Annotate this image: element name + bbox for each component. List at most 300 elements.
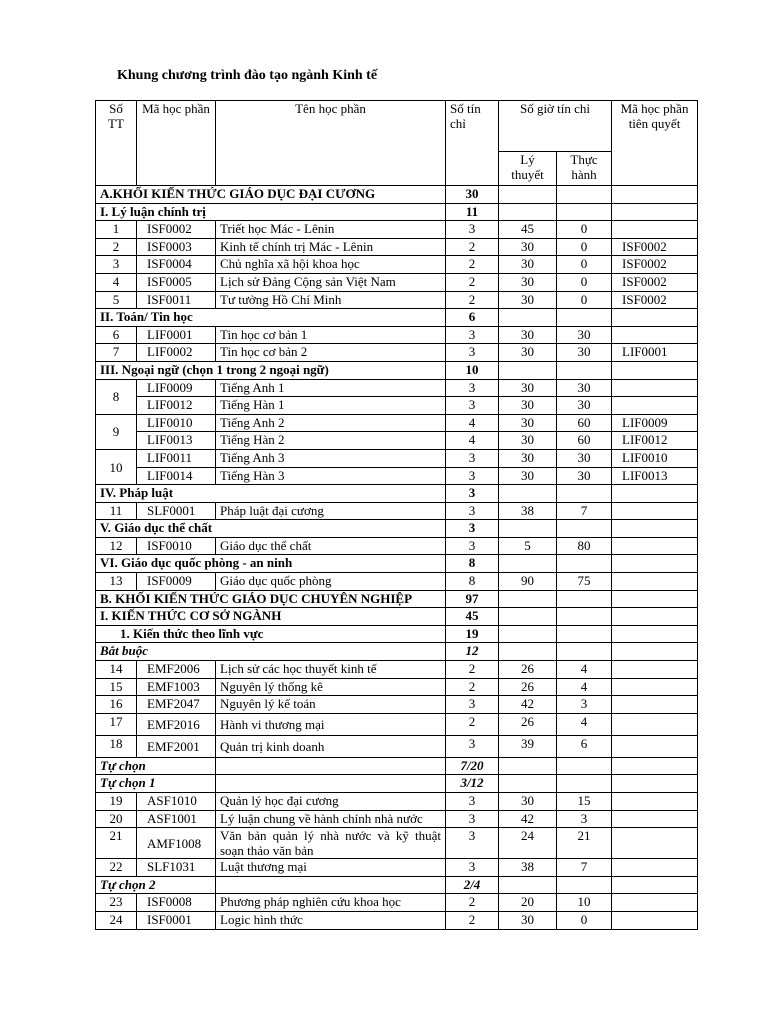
- course-name: Logic hình thức: [216, 911, 446, 929]
- course-stt: 10: [96, 449, 137, 484]
- table-row: [96, 537, 698, 555]
- course-theory: 30: [499, 911, 557, 929]
- course-prereq: [612, 810, 698, 828]
- course-theory: 30: [499, 344, 557, 362]
- course-stt: 13: [96, 573, 137, 591]
- section-credits: 3: [446, 520, 499, 538]
- section-label: I. Lý luận chính trị: [96, 203, 446, 221]
- course-code: EMF2006: [137, 661, 216, 679]
- course-stt: 17: [96, 713, 137, 735]
- course-credits: 3: [446, 810, 499, 828]
- course-name: Nguyên lý kế toán: [216, 696, 446, 714]
- course-name: Hành vi thương mại: [216, 713, 446, 735]
- course-code: LIF0011: [137, 449, 216, 467]
- empty-cell: [499, 643, 557, 661]
- section-credits: 8: [446, 555, 499, 573]
- course-practice: 30: [557, 379, 612, 397]
- section-credits: 11: [446, 203, 499, 221]
- course-credits: 2: [446, 661, 499, 679]
- course-practice: 4: [557, 713, 612, 735]
- group-row: [96, 643, 698, 661]
- section-label: A.KHỐI KIẾN THỨC GIÁO DỤC ĐẠI CƯƠNG: [96, 186, 446, 204]
- course-practice: 0: [557, 911, 612, 929]
- empty-cell: [557, 775, 612, 793]
- course-credits: 3: [446, 696, 499, 714]
- course-theory: 45: [499, 221, 557, 239]
- course-credits: 2: [446, 713, 499, 735]
- table-row: [96, 793, 698, 811]
- empty-cell: [612, 775, 698, 793]
- course-practice: 30: [557, 467, 612, 485]
- table-row: [96, 238, 698, 256]
- course-credits: 3: [446, 859, 499, 877]
- section-label: I. KIẾN THỨC CƠ SỞ NGÀNH: [96, 608, 446, 626]
- empty-cell: [612, 186, 698, 204]
- course-code: SLF1031: [137, 859, 216, 877]
- course-code: ISF0002: [137, 221, 216, 239]
- course-name: Nguyên lý thống kê: [216, 678, 446, 696]
- empty-cell: [557, 520, 612, 538]
- course-theory: 30: [499, 432, 557, 450]
- course-prereq: [612, 326, 698, 344]
- section-credits: 97: [446, 590, 499, 608]
- course-theory: 30: [499, 256, 557, 274]
- empty-cell: [612, 555, 698, 573]
- group-credits: 12: [446, 643, 499, 661]
- course-theory: 20: [499, 894, 557, 912]
- course-theory: 30: [499, 379, 557, 397]
- header-credits: Số tín chỉ: [446, 101, 499, 186]
- course-theory: 5: [499, 537, 557, 555]
- header-hours: Số giờ tín chỉ: [499, 101, 612, 152]
- course-credits: 2: [446, 678, 499, 696]
- group-label: Tự chọn 1: [96, 775, 216, 793]
- course-credits: 3: [446, 326, 499, 344]
- course-code: LIF0002: [137, 344, 216, 362]
- course-practice: 6: [557, 735, 612, 757]
- empty-cell: [216, 876, 446, 894]
- section-row: [96, 186, 698, 204]
- section-credits: 30: [446, 186, 499, 204]
- empty-cell: [557, 643, 612, 661]
- course-name: Tiếng Anh 2: [216, 414, 446, 432]
- section-row: [96, 590, 698, 608]
- course-credits: 3: [446, 537, 499, 555]
- course-theory: 30: [499, 449, 557, 467]
- course-theory: 42: [499, 696, 557, 714]
- group-row: [96, 757, 698, 775]
- course-stt: 1: [96, 221, 137, 239]
- group-label: Tự chọn: [96, 757, 216, 775]
- empty-cell: [557, 186, 612, 204]
- header-practice: Thực hành: [557, 152, 612, 186]
- course-credits: 3: [446, 467, 499, 485]
- course-name: Giáo dục thể chất: [216, 537, 446, 555]
- table-row: [96, 326, 698, 344]
- table-row: [96, 713, 698, 735]
- course-code: EMF2047: [137, 696, 216, 714]
- course-stt: 4: [96, 273, 137, 291]
- course-stt: 20: [96, 810, 137, 828]
- course-prereq: ISF0002: [612, 291, 698, 309]
- course-code: EMF1003: [137, 678, 216, 696]
- table-row: [96, 828, 698, 859]
- course-name: Kinh tế chính trị Mác - Lênin: [216, 238, 446, 256]
- group-label: Bắt buộc: [96, 643, 446, 661]
- course-practice: 60: [557, 414, 612, 432]
- course-theory: 90: [499, 573, 557, 591]
- course-credits: 3: [446, 344, 499, 362]
- course-name: Pháp luật đại cương: [216, 502, 446, 520]
- section-label: B. KHỐI KIẾN THỨC GIÁO DỤC CHUYÊN NGHIỆP: [96, 590, 446, 608]
- course-practice: 75: [557, 573, 612, 591]
- empty-cell: [557, 555, 612, 573]
- empty-cell: [612, 361, 698, 379]
- course-prereq: [612, 661, 698, 679]
- course-name: Tiếng Anh 3: [216, 449, 446, 467]
- empty-cell: [557, 309, 612, 327]
- document-title: Khung chương trình đào tạo ngành Kinh tế: [117, 68, 378, 83]
- course-code: ISF0003: [137, 238, 216, 256]
- section-label: II. Toán/ Tin học: [96, 309, 446, 327]
- table-row: [96, 291, 698, 309]
- course-prereq: ISF0002: [612, 273, 698, 291]
- course-name: Tiếng Hàn 2: [216, 432, 446, 450]
- course-stt: 21: [96, 828, 137, 859]
- course-practice: 0: [557, 291, 612, 309]
- course-theory: 30: [499, 273, 557, 291]
- course-theory: 38: [499, 502, 557, 520]
- course-prereq: [612, 713, 698, 735]
- header-prereq: Mã học phần tiên quyết: [612, 101, 698, 186]
- course-theory: 30: [499, 291, 557, 309]
- course-practice: 30: [557, 449, 612, 467]
- course-practice: 60: [557, 432, 612, 450]
- course-practice: 0: [557, 256, 612, 274]
- course-name: Tiếng Anh 1: [216, 379, 446, 397]
- section-credits: 3: [446, 485, 499, 503]
- course-prereq: [612, 911, 698, 929]
- course-prereq: [612, 379, 698, 397]
- empty-cell: [612, 757, 698, 775]
- empty-cell: [499, 590, 557, 608]
- course-code: ISF0009: [137, 573, 216, 591]
- empty-cell: [499, 775, 557, 793]
- course-prereq: LIF0010: [612, 449, 698, 467]
- course-stt: 23: [96, 894, 137, 912]
- course-name: Lịch sử Đảng Cộng sản Việt Nam: [216, 273, 446, 291]
- section-credits: 6: [446, 309, 499, 327]
- course-credits: 3: [446, 502, 499, 520]
- course-prereq: [612, 502, 698, 520]
- table-row: [96, 911, 698, 929]
- course-practice: 4: [557, 678, 612, 696]
- course-code: ISF0004: [137, 256, 216, 274]
- course-theory: 30: [499, 238, 557, 256]
- course-credits: 3: [446, 221, 499, 239]
- course-prereq: ISF0002: [612, 256, 698, 274]
- course-credits: 3: [446, 449, 499, 467]
- course-code: ISF0005: [137, 273, 216, 291]
- course-theory: 30: [499, 467, 557, 485]
- course-credits: 2: [446, 256, 499, 274]
- section-row: [96, 625, 698, 643]
- course-name: Chủ nghĩa xã hội khoa học: [216, 256, 446, 274]
- section-credits: 45: [446, 608, 499, 626]
- empty-cell: [557, 608, 612, 626]
- course-stt: 15: [96, 678, 137, 696]
- course-code: LIF0010: [137, 414, 216, 432]
- empty-cell: [612, 309, 698, 327]
- course-stt: 11: [96, 502, 137, 520]
- course-stt: 8: [96, 379, 137, 414]
- course-code: ASF1010: [137, 793, 216, 811]
- table-row: [96, 894, 698, 912]
- empty-cell: [557, 876, 612, 894]
- course-stt: 18: [96, 735, 137, 757]
- course-credits: 8: [446, 573, 499, 591]
- course-practice: 0: [557, 221, 612, 239]
- course-credits: 2: [446, 273, 499, 291]
- empty-cell: [612, 590, 698, 608]
- course-theory: 26: [499, 678, 557, 696]
- course-name: Lý luận chung về hành chính nhà nước: [216, 810, 446, 828]
- course-name: Giáo dục quốc phòng: [216, 573, 446, 591]
- empty-cell: [557, 757, 612, 775]
- table-row: [96, 379, 698, 397]
- table-row: [96, 432, 698, 450]
- course-practice: 30: [557, 397, 612, 415]
- section-row: [96, 309, 698, 327]
- empty-cell: [499, 625, 557, 643]
- course-theory: 39: [499, 735, 557, 757]
- empty-cell: [612, 520, 698, 538]
- section-label: III. Ngoại ngữ (chọn 1 trong 2 ngoại ngữ): [96, 361, 446, 379]
- group-credits: 3/12: [446, 775, 499, 793]
- course-name: Tiếng Hàn 1: [216, 397, 446, 415]
- empty-cell: [499, 361, 557, 379]
- empty-cell: [499, 186, 557, 204]
- course-code: LIF0001: [137, 326, 216, 344]
- table-header-row: [96, 101, 698, 152]
- course-name: Quản trị kinh doanh: [216, 735, 446, 757]
- course-stt: 19: [96, 793, 137, 811]
- course-credits: 3: [446, 379, 499, 397]
- course-code: LIF0013: [137, 432, 216, 450]
- empty-cell: [216, 775, 446, 793]
- course-theory: 30: [499, 793, 557, 811]
- empty-cell: [499, 757, 557, 775]
- header-name: Tên học phần: [216, 101, 446, 186]
- course-prereq: LIF0012: [612, 432, 698, 450]
- course-prereq: [612, 221, 698, 239]
- course-prereq: [612, 397, 698, 415]
- course-name: Quản lý học đại cương: [216, 793, 446, 811]
- course-prereq: LIF0009: [612, 414, 698, 432]
- curriculum-table: [95, 100, 698, 930]
- course-prereq: ISF0002: [612, 238, 698, 256]
- table-row: [96, 573, 698, 591]
- course-practice: 30: [557, 344, 612, 362]
- course-stt: 16: [96, 696, 137, 714]
- empty-cell: [499, 608, 557, 626]
- course-code: ISF0010: [137, 537, 216, 555]
- empty-cell: [612, 643, 698, 661]
- course-name: Triết học Mác - Lênin: [216, 221, 446, 239]
- empty-cell: [612, 485, 698, 503]
- course-credits: 3: [446, 828, 499, 859]
- empty-cell: [557, 203, 612, 221]
- empty-cell: [499, 555, 557, 573]
- course-practice: 3: [557, 696, 612, 714]
- course-theory: 42: [499, 810, 557, 828]
- course-stt: 22: [96, 859, 137, 877]
- section-label: IV. Pháp luật: [96, 485, 446, 503]
- course-stt: 14: [96, 661, 137, 679]
- course-credits: 4: [446, 414, 499, 432]
- section-row: [96, 203, 698, 221]
- course-code: SLF0001: [137, 502, 216, 520]
- group-row: [96, 876, 698, 894]
- course-theory: 26: [499, 713, 557, 735]
- empty-cell: [499, 520, 557, 538]
- course-code: EMF2016: [137, 713, 216, 735]
- course-credits: 2: [446, 911, 499, 929]
- empty-cell: [612, 876, 698, 894]
- course-stt: 5: [96, 291, 137, 309]
- empty-cell: [612, 203, 698, 221]
- subsection-credits: 19: [446, 625, 499, 643]
- course-stt: 7: [96, 344, 137, 362]
- course-prereq: [612, 828, 698, 859]
- table-row: [96, 735, 698, 757]
- course-name: Tư tưởng Hồ Chí Minh: [216, 291, 446, 309]
- table-row: [96, 810, 698, 828]
- course-practice: 0: [557, 238, 612, 256]
- course-prereq: [612, 537, 698, 555]
- course-code: EMF2001: [137, 735, 216, 757]
- course-stt: 9: [96, 414, 137, 449]
- course-practice: 7: [557, 859, 612, 877]
- section-row: [96, 485, 698, 503]
- course-theory: 26: [499, 661, 557, 679]
- course-prereq: [612, 859, 698, 877]
- empty-cell: [499, 203, 557, 221]
- subsection-label: 1. Kiến thức theo lĩnh vực: [96, 625, 446, 643]
- course-practice: 21: [557, 828, 612, 859]
- course-name: Tin học cơ bản 2: [216, 344, 446, 362]
- section-label: VI. Giáo dục quốc phòng - an ninh: [96, 555, 446, 573]
- table-row: [96, 221, 698, 239]
- table-row: [96, 859, 698, 877]
- empty-cell: [557, 590, 612, 608]
- empty-cell: [499, 485, 557, 503]
- course-credits: 2: [446, 238, 499, 256]
- group-row: [96, 775, 698, 793]
- course-prereq: [612, 696, 698, 714]
- table-row: [96, 344, 698, 362]
- course-credits: 2: [446, 894, 499, 912]
- course-name: Tiếng Hàn 3: [216, 467, 446, 485]
- course-prereq: [612, 793, 698, 811]
- course-practice: 30: [557, 326, 612, 344]
- course-theory: 30: [499, 397, 557, 415]
- course-stt: 3: [96, 256, 137, 274]
- course-prereq: LIF0001: [612, 344, 698, 362]
- table-row: [96, 661, 698, 679]
- table-row: [96, 414, 698, 432]
- course-name: Lịch sử các học thuyết kinh tế: [216, 661, 446, 679]
- empty-cell: [612, 608, 698, 626]
- course-prereq: LIF0013: [612, 467, 698, 485]
- section-credits: 10: [446, 361, 499, 379]
- section-row: [96, 608, 698, 626]
- course-stt: 24: [96, 911, 137, 929]
- course-code: LIF0014: [137, 467, 216, 485]
- course-prereq: [612, 573, 698, 591]
- course-theory: 30: [499, 414, 557, 432]
- course-credits: 4: [446, 432, 499, 450]
- course-prereq: [612, 894, 698, 912]
- course-code: LIF0012: [137, 397, 216, 415]
- table-row: [96, 256, 698, 274]
- course-name: Phương pháp nghiên cứu khoa học: [216, 894, 446, 912]
- course-stt: 2: [96, 238, 137, 256]
- empty-cell: [557, 361, 612, 379]
- course-code: ISF0011: [137, 291, 216, 309]
- course-practice: 10: [557, 894, 612, 912]
- empty-cell: [499, 309, 557, 327]
- course-code: ISF0001: [137, 911, 216, 929]
- table-row: [96, 273, 698, 291]
- table-row: [96, 449, 698, 467]
- course-prereq: [612, 735, 698, 757]
- empty-cell: [557, 485, 612, 503]
- table-row: [96, 467, 698, 485]
- course-theory: 24: [499, 828, 557, 859]
- group-label: Tự chọn 2: [96, 876, 216, 894]
- empty-cell: [612, 625, 698, 643]
- course-practice: 80: [557, 537, 612, 555]
- course-credits: 3: [446, 793, 499, 811]
- group-credits: 7/20: [446, 757, 499, 775]
- course-name: Tin học cơ bản 1: [216, 326, 446, 344]
- course-code: ASF1001: [137, 810, 216, 828]
- course-practice: 3: [557, 810, 612, 828]
- section-row: [96, 555, 698, 573]
- course-name: Luật thương mại: [216, 859, 446, 877]
- course-practice: 0: [557, 273, 612, 291]
- section-row: [96, 520, 698, 538]
- course-theory: 30: [499, 326, 557, 344]
- course-code: AMF1008: [137, 828, 216, 859]
- section-label: V. Giáo dục thể chất: [96, 520, 446, 538]
- empty-cell: [557, 625, 612, 643]
- course-prereq: [612, 678, 698, 696]
- table-row: [96, 502, 698, 520]
- course-credits: 2: [446, 291, 499, 309]
- course-code: ISF0008: [137, 894, 216, 912]
- header-code: Mã học phần: [137, 101, 216, 186]
- course-code: LIF0009: [137, 379, 216, 397]
- group-credits: 2/4: [446, 876, 499, 894]
- course-credits: 3: [446, 397, 499, 415]
- course-theory: 38: [499, 859, 557, 877]
- empty-cell: [499, 876, 557, 894]
- empty-cell: [216, 757, 446, 775]
- header-stt: Số TT: [96, 101, 137, 186]
- course-practice: 15: [557, 793, 612, 811]
